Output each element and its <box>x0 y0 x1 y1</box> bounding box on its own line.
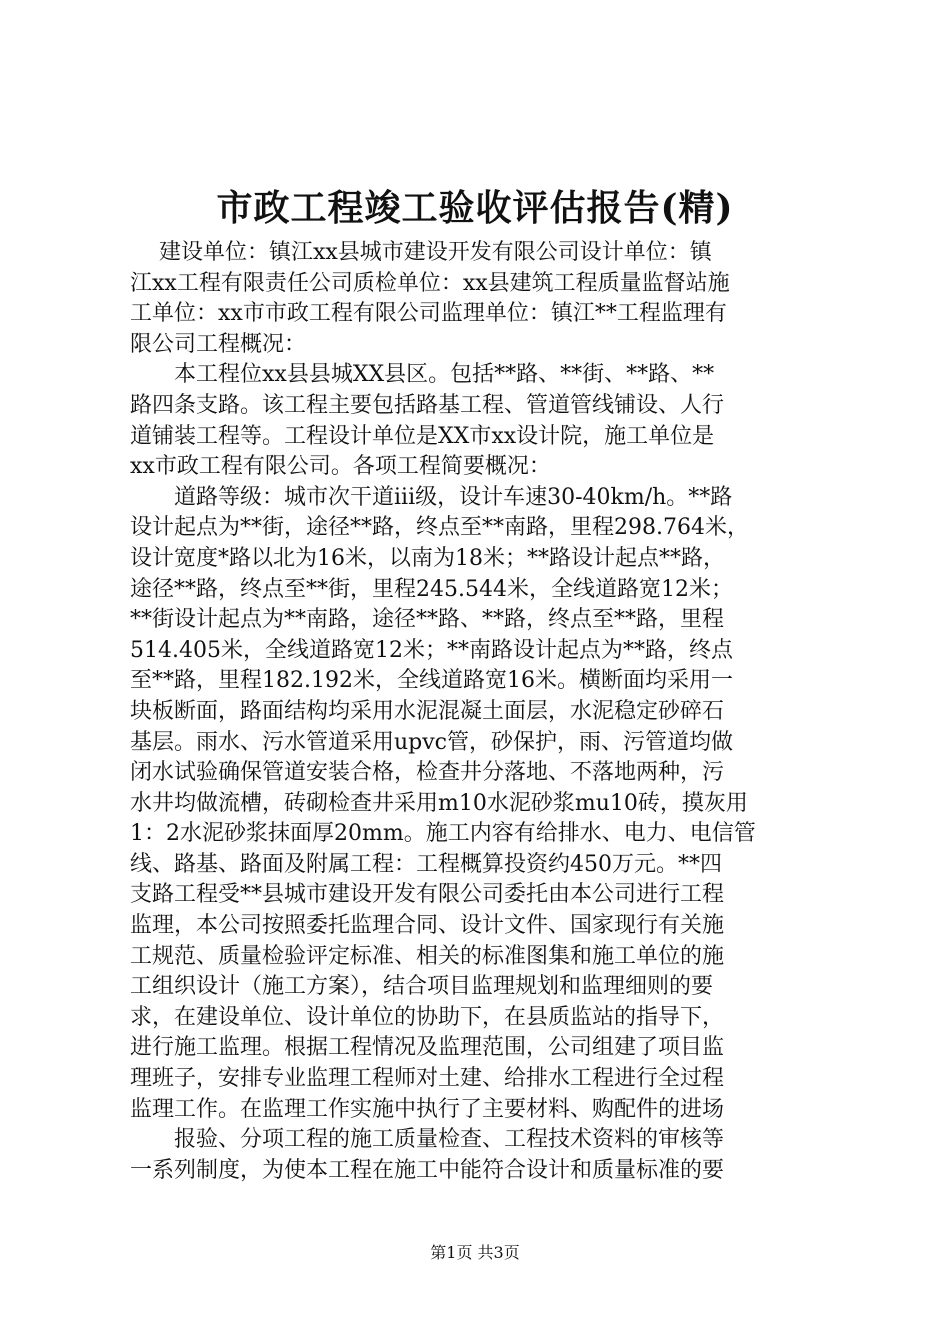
body-line: 设计宽度*路以北为16米，以南为18米；**路设计起点**路， <box>130 545 725 571</box>
body-line: 514.405米，全线道路宽12米；**南路设计起点为**路，终点 <box>130 637 733 663</box>
body-line: 江xx工程有限责任公司质检单位：xx县建筑工程质量监督站施 <box>130 270 730 296</box>
page-footer: 第1页 共3页 <box>430 1243 520 1262</box>
body-line: 进行施工监理。根据工程情况及监理范围，公司组建了项目监 <box>130 1035 725 1061</box>
body-line: 本工程位xx县县城XX县区。包括**路、**街、**路、** <box>130 362 715 388</box>
body-line: 1：2水泥砂浆抹面厚20mm。施工内容有给排水、电力、电信管 <box>130 821 756 847</box>
body-line: 途径**路，终点至**街，里程245.544米，全线道路宽12米； <box>130 576 733 602</box>
body-line: 工单位：xx市市政工程有限公司监理单位：镇江**工程监理有 <box>130 301 727 327</box>
body-line: xx市政工程有限公司。各项工程简要概况： <box>130 454 551 480</box>
body-line: 路四条支路。该工程主要包括路基工程、管道管线铺设、人行 <box>130 392 725 418</box>
body-line: 建设单位：镇江xx县城市建设开发有限公司设计单位：镇 <box>130 240 712 265</box>
body-line: 理班子，安排专业监理工程师对土建、给排水工程进行全过程 <box>130 1066 725 1092</box>
body-line: 闭水试验确保管道安装合格，检查井分落地、不落地两种，污 <box>130 760 725 786</box>
body-line: 块板断面，路面结构均采用水泥混凝土面层，水泥稳定砂碎石 <box>130 698 725 724</box>
document-body <box>130 238 832 1186</box>
body-line: 工规范、质量检验评定标准、相关的标准图集和施工单位的施 <box>130 943 725 969</box>
body-line: 一系列制度，为使本工程在施工中能符合设计和质量标准的要 <box>130 1157 725 1183</box>
body-line: 限公司工程概况： <box>130 331 307 357</box>
body-line: 监理，本公司按照委托监理合同、设计文件、国家现行有关施 <box>130 913 725 939</box>
body-line: 求，在建设单位、设计单位的协助下，在县质监站的指导下， <box>130 1004 725 1030</box>
body-line: 基层。雨水、污水管道采用upvc管，砂保护，雨、污管道均做 <box>130 729 734 755</box>
body-line: 道路等级：城市次干道iii级，设计车速30-40km/h。**路 <box>130 484 733 510</box>
body-line: 设计起点为**街，途径**路，终点至**南路，里程298.764米， <box>130 515 749 541</box>
body-line: 工组织设计（施工方案），结合项目监理规划和监理细则的要 <box>130 974 714 1000</box>
body-line: 报验、分项工程的施工质量检查、工程技术资料的审核等 <box>130 1127 725 1153</box>
body-line: 线、路基、路面及附属工程：工程概算投资约450万元。**四 <box>130 851 722 877</box>
body-line: 支路工程受**县城市建设开发有限公司委托由本公司进行工程 <box>130 882 725 908</box>
body-line: 道铺装工程等。工程设计单位是XX市xx设计院，施工单位是 <box>130 423 715 449</box>
body-line: 监理工作。在监理工作实施中执行了主要材料、购配件的进场 <box>130 1096 725 1122</box>
body-line: 水井均做流槽，砖砌检查井采用m10水泥砂浆mu10砖，摸灰用 <box>130 790 748 816</box>
body-line: **街设计起点为**南路，途径**路、**路，终点至**路，里程 <box>130 607 725 633</box>
document-title: 市政工程竣工验收评估报告(精) <box>216 187 734 229</box>
body-line: 至**路，里程182.192米，全线道路宽16米。横断面均采用一 <box>130 668 733 694</box>
